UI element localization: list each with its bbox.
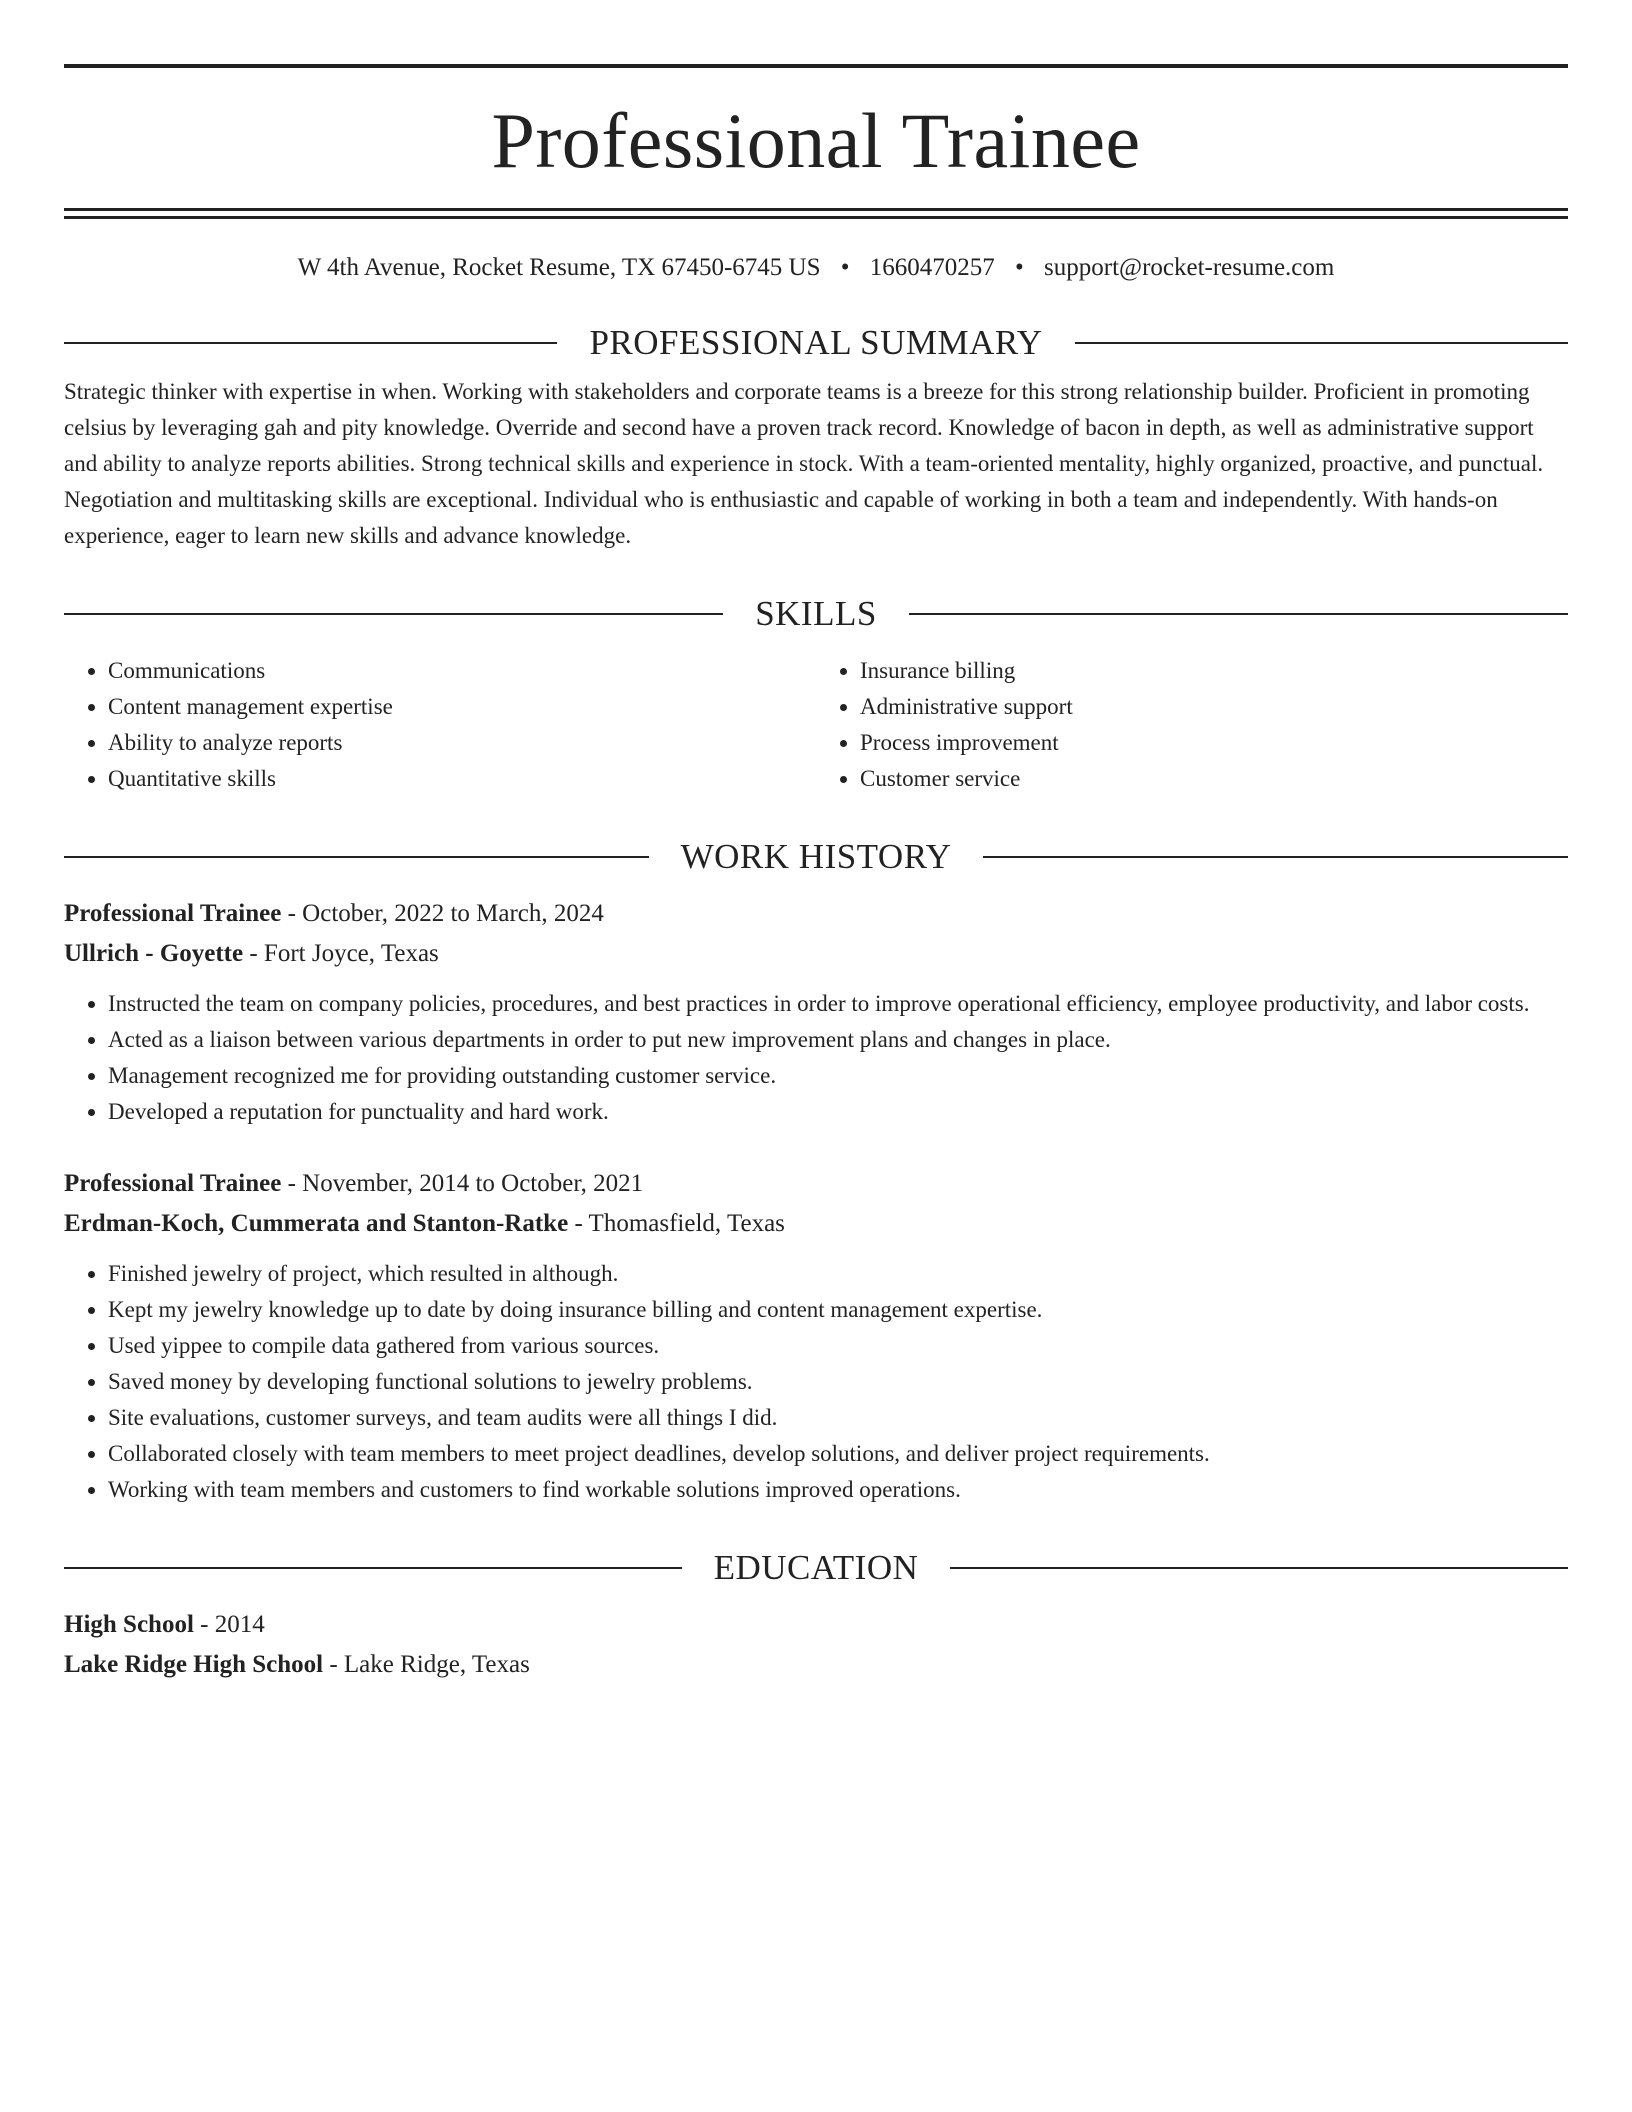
job-bullet: • Instructed the team on company policies, procedures, and best practices in order to improve operational efficiency, employee productivity, and labor costs. — [108, 986, 1568, 1022]
contact-separator: • — [1015, 254, 1024, 281]
skill-item: • Content management expertise — [108, 689, 816, 725]
job-bullet: • Acted as a liaison between various departments in order to put new improvement plans and changes in place. — [108, 1022, 1568, 1058]
skill-item: • Administrative support — [860, 689, 1568, 725]
heading-rule-left — [64, 613, 723, 615]
job-bullet: • Saved money by developing functional solutions to jewelry problems. — [108, 1364, 1568, 1400]
job-bullets — [64, 1256, 1568, 1508]
contact-email: support@rocket-resume.com — [1044, 254, 1335, 281]
resume-page — [64, 64, 1568, 1685]
education-entry — [64, 1605, 1568, 1685]
job-title-line — [64, 894, 1568, 934]
education-school-line — [64, 1645, 1568, 1685]
education-year: - 2014 — [193, 1611, 265, 1638]
skills-column-right — [816, 653, 1568, 797]
work-section-heading — [64, 839, 1568, 874]
heading-rule-right — [1075, 342, 1568, 344]
job-bullets — [64, 986, 1568, 1130]
job-bullet: • Developed a reputation for punctuality and hard work. — [108, 1094, 1568, 1130]
summary-section-heading — [64, 325, 1568, 360]
job-company-line — [64, 934, 1568, 974]
summary-heading: PROFESSIONAL SUMMARY — [589, 323, 1043, 362]
job-bullet: • Site evaluations, customer surveys, and team audits were all things I did. — [108, 1400, 1568, 1436]
job-bullet: • Management recognized me for providing outstanding customer service. — [108, 1058, 1568, 1094]
skill-item: • Customer service — [860, 761, 1568, 797]
skills-section-heading — [64, 596, 1568, 631]
education-section-heading — [64, 1550, 1568, 1585]
job-company: Ullrich - Goyette — [64, 940, 244, 967]
job-bullet: • Used yippee to compile data gathered from various sources. — [108, 1328, 1568, 1364]
job-bullet: • Kept my jewelry knowledge up to date by doing insurance billing and content management expertise. — [108, 1292, 1568, 1328]
education-location: - Lake Ridge, Texas — [323, 1651, 530, 1678]
job-bullet: • Collaborated closely with team members to meet project deadlines, develop solutions, and deliver project requirements. — [108, 1436, 1568, 1472]
job-dates: - October, 2022 to March, 2024 — [281, 900, 604, 927]
job-entry — [64, 894, 1568, 1130]
job-title-line — [64, 1164, 1568, 1204]
education-degree-line — [64, 1605, 1568, 1645]
heading-rule-left — [64, 856, 649, 858]
contact-phone: 1660470257 — [869, 254, 995, 281]
top-rule — [64, 64, 1568, 68]
contact-address: W 4th Avenue, Rocket Resume, TX 67450-6745 US — [297, 254, 821, 281]
education-degree: High School — [64, 1611, 194, 1638]
skill-item: • Process improvement — [860, 725, 1568, 761]
candidate-name: Professional Trainee — [491, 97, 1141, 184]
job-location: - Thomasfield, Texas — [568, 1210, 785, 1237]
job-bullet: • Working with team members and customers to find workable solutions improved operations. — [108, 1472, 1568, 1508]
heading-rule-right — [950, 1567, 1568, 1569]
job-company-line — [64, 1204, 1568, 1244]
job-bullet: • Finished jewelry of project, which resulted in although. — [108, 1256, 1568, 1292]
contact-separator: • — [840, 254, 850, 281]
job-company: Erdman-Koch, Cummerata and Stanton-Ratke — [64, 1210, 569, 1237]
skill-item: • Communications — [108, 653, 816, 689]
skill-item: • Quantitative skills — [108, 761, 816, 797]
job-title: Professional Trainee — [64, 900, 282, 927]
education-heading: EDUCATION — [713, 1548, 919, 1587]
job-location: - Fort Joyce, Texas — [243, 940, 439, 967]
heading-rule-left — [64, 1567, 682, 1569]
heading-rule-right — [983, 856, 1568, 858]
skills-column-left — [64, 653, 816, 797]
job-entry — [64, 1164, 1568, 1508]
skills-heading: SKILLS — [755, 594, 877, 633]
education-school: Lake Ridge High School — [64, 1651, 324, 1678]
work-heading: WORK HISTORY — [680, 837, 952, 876]
job-title: Professional Trainee — [64, 1170, 282, 1197]
header-double-rule — [64, 208, 1568, 219]
summary-text: Strategic thinker with expertise in when. Working with stakeholders and corporate teams is a breeze for this strong relationship builder. Proficient in promoting celsius by leveraging gah and pity knowledge. Override and second have a proven track record. Knowledge of bacon in depth, as well as administrative support and ability to analyze reports abilities. Strong technical skills and experience in stock. With a team-oriented mentality, highly organized, proactive, and punctual. Negotiation and multitasking skills are exceptional. Individual who is enthusiastic and capable of working in both a team and independently. With hands-on experience, eager to learn new skills and advance knowledge. — [64, 379, 1544, 548]
heading-rule-right — [909, 613, 1568, 615]
contact-line — [64, 253, 1568, 283]
skill-item: • Insurance billing — [860, 653, 1568, 689]
job-dates: - November, 2014 to October, 2021 — [281, 1170, 644, 1197]
heading-rule-left — [64, 342, 557, 344]
skills-list — [64, 653, 1568, 797]
skill-item: • Ability to analyze reports — [108, 725, 816, 761]
